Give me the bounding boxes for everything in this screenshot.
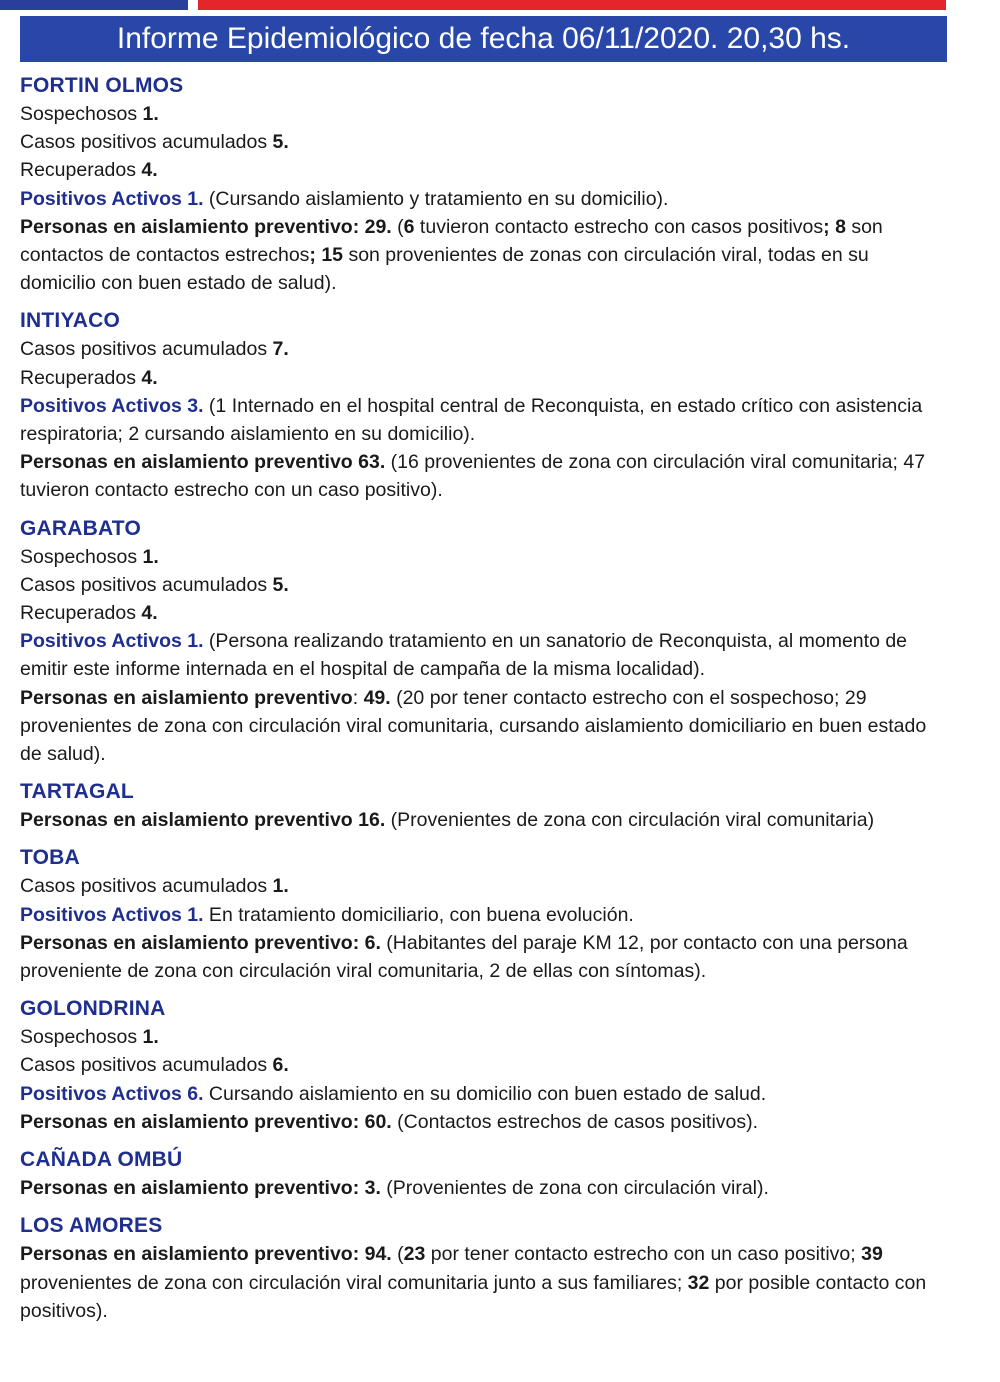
text-segment: 1. (142, 103, 159, 125)
text-segment: ; 8 (823, 215, 846, 238)
text-segment: Personas en aislamiento preventivo (20, 686, 353, 709)
locality-section (20, 307, 940, 504)
report-line (20, 1108, 940, 1136)
text-segment: (Cursando aislamiento y tratamiento en su domicilio). (203, 187, 669, 210)
text-segment: (Contactos estrechos de casos positivos). (391, 1110, 759, 1133)
report-line (20, 213, 940, 298)
report-line (20, 684, 940, 769)
locality-title: INTIYACO (20, 309, 121, 333)
text-segment: 4. (141, 159, 158, 182)
report-line (20, 185, 940, 213)
text-segment: 23 (403, 1243, 426, 1266)
report-line (20, 335, 940, 363)
report-title: Informe Epidemiológico de fecha 06/11/2020. 20,30 hs. (116, 22, 851, 55)
report-line (20, 929, 940, 985)
locality-title: GOLONDRINA (20, 997, 166, 1021)
text-segment: 1. (272, 875, 289, 898)
text-segment: ; 15 (309, 244, 344, 267)
locality-section (20, 995, 940, 1136)
locality-section (20, 515, 940, 769)
text-segment: Recuperados (20, 159, 142, 182)
report-line (20, 627, 940, 683)
text-segment: Personas en aislamiento preventivo 16. (20, 809, 386, 832)
report-title-banner (20, 16, 947, 62)
text-segment: Personas en aislamiento preventivo: 94. (20, 1243, 392, 1266)
report-line (20, 156, 940, 184)
text-segment: Recuperados (20, 366, 142, 389)
report-line (20, 599, 940, 627)
text-segment: 5. (272, 573, 289, 596)
text-segment: Positivos Activos 3. (20, 394, 204, 417)
locality-section (20, 778, 940, 834)
text-segment: 5. (272, 131, 289, 154)
text-segment: Personas en aislamiento preventivo: 6. (20, 931, 381, 954)
text-segment: En tratamiento domiciliario, con buena evolución. (203, 903, 634, 926)
text-segment: Casos positivos acumulados (20, 1054, 273, 1077)
text-segment: Casos positivos acumulados (20, 875, 273, 898)
text-segment: tuvieron contacto estrecho con casos positivos (414, 215, 824, 238)
report-line (20, 872, 940, 900)
text-segment: 1. (142, 545, 159, 568)
text-segment: 7. (272, 338, 289, 361)
report-line (20, 1023, 940, 1051)
text-segment: son provenientes de zonas con circulación viral, todas en su domicilio con buen estado de salud). (20, 244, 869, 295)
text-segment: 6 (403, 215, 415, 238)
text-segment: ( (391, 215, 404, 238)
report-line (20, 1174, 940, 1202)
text-segment: por posible contacto con positivos). (20, 1271, 927, 1322)
text-segment: 32 (687, 1271, 710, 1294)
text-segment: Personas en aislamiento preventivo: 3. (20, 1177, 381, 1200)
report-line (20, 1051, 940, 1079)
text-segment: Personas en aislamiento preventivo: 60. (20, 1110, 392, 1133)
text-segment: provenientes de zona con circulación viral comunitaria junto a sus familiares; (20, 1271, 688, 1294)
text-segment: Casos positivos acumulados (20, 131, 273, 154)
text-segment: Positivos Activos 1. (20, 630, 204, 653)
locality-section (20, 72, 940, 297)
text-segment: Casos positivos acumulados (20, 338, 273, 361)
text-segment: Positivos Activos 6. (20, 1082, 204, 1105)
text-segment: : (352, 686, 364, 709)
locality-title: CAÑADA OMBÚ (20, 1148, 183, 1172)
top-strip-blue (0, 0, 188, 10)
report-line (20, 1240, 940, 1325)
text-segment: (Habitantes del paraje KM 12, por contacto con una persona proveniente de zona con circulación viral comunitaria, 2 de ellas con síntomas). (20, 931, 908, 983)
text-segment: Positivos Activos 1. (20, 187, 204, 210)
text-segment: (Provenientes de zona con circulación viral). (380, 1177, 769, 1200)
report-line (20, 392, 940, 448)
locality-section (20, 1146, 940, 1202)
text-segment: Personas en aislamiento preventivo 63. (20, 451, 386, 474)
text-segment: (Provenientes de zona con circulación viral comunitaria) (385, 809, 875, 832)
locality-section (20, 844, 940, 985)
locality-title: LOS AMORES (20, 1214, 163, 1238)
text-segment: 39 (861, 1243, 883, 1266)
locality-title: GARABATO (20, 516, 141, 540)
report-line (20, 100, 940, 128)
text-segment: Personas en aislamiento preventivo: 29. (20, 215, 392, 238)
top-strip-red (198, 0, 946, 10)
text-segment: Casos positivos acumulados (20, 573, 273, 596)
text-segment: por tener contacto estrecho con un caso positivo; (425, 1243, 862, 1266)
text-segment: son contactos de contactos estrechos (20, 215, 883, 267)
report-line (20, 806, 940, 834)
report-line (20, 128, 940, 156)
text-segment: (20 por tener contacto estrecho con el sospechoso; 29 provenientes de zona con circulación viral comunitaria, cursando aislamiento domiciliario en buen estado de salud). (20, 686, 927, 766)
text-segment: (1 Internado en el hospital central de Reconquista, en estado crítico con asistencia respiratoria; 2 cursando aislamiento en su domicilio). (20, 394, 923, 446)
text-segment: Sospechosos (20, 545, 143, 568)
locality-title: TARTAGAL (20, 780, 134, 804)
report-body (20, 72, 940, 1335)
report-line (20, 571, 940, 599)
report-line (20, 448, 940, 504)
text-segment: 49. (363, 686, 391, 709)
text-segment: ( (391, 1243, 404, 1266)
text-segment: 4. (141, 366, 158, 389)
text-segment: Sospechosos (20, 1026, 143, 1049)
text-segment: 4. (141, 602, 158, 625)
report-line (20, 1080, 940, 1108)
text-segment: Positivos Activos 1. (20, 903, 204, 926)
report-line (20, 543, 940, 571)
report-line (20, 901, 940, 929)
locality-title: FORTIN OLMOS (20, 74, 184, 97)
locality-section (20, 1212, 940, 1325)
locality-title: TOBA (20, 846, 80, 870)
text-segment: (Persona realizando tratamiento en un sanatorio de Reconquista, al momento de emitir este informe internada en el hospital de campaña de la misma localidad). (20, 630, 908, 681)
text-segment: Recuperados (20, 602, 142, 625)
report-line (20, 364, 940, 392)
text-segment: 1. (142, 1026, 159, 1049)
text-segment: (16 provenientes de zona con circulación viral comunitaria; 47 tuvieron contacto estrecho con un caso positivo). (20, 451, 926, 502)
text-segment: Cursando aislamiento en su domicilio con buen estado de salud. (203, 1082, 767, 1105)
text-segment: Sospechosos (20, 103, 143, 125)
text-segment: 6. (272, 1054, 289, 1077)
